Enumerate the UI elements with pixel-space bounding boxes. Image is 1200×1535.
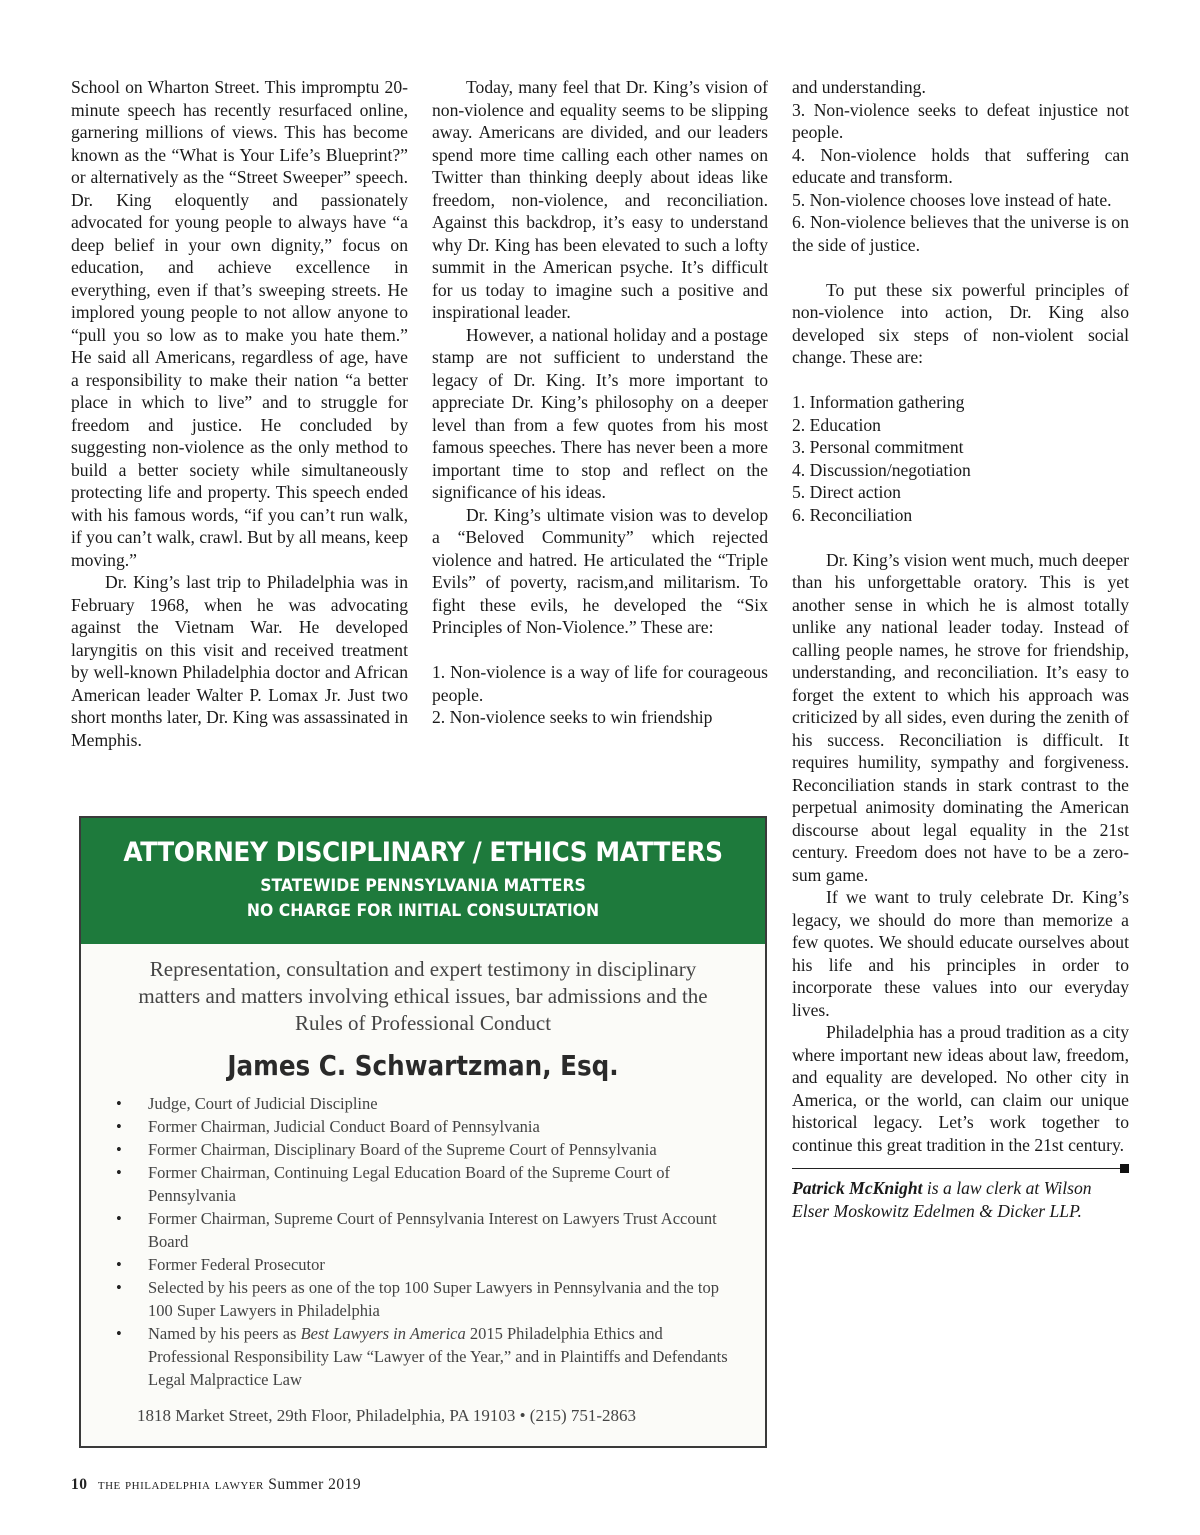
paragraph: Today, many feel that Dr. King’s vision of non-violence and equality seems to be slipping away. Americans are divided, and our leaders spend more time calling each other names on Twitter than thinking deeply about ideas like freedom, non-violence, and reconciliation. Against this backdrop, it’s easy to understand why Dr. King has been elevated to such a lofty summit in the American psyche. It’s difficult for us today to imagine such a positive and inspirational leader.	[432, 77, 768, 322]
issue-label: Summer 2019	[268, 1476, 362, 1493]
paragraph-text: Philadelphia has a proud tradition as a city where important new ideas about law, freedom, and equality are developed. No other city in America, or the world, can claim our unique historical legacy. Let’s work together to continue this great tradition in the 21st century.	[792, 1022, 1129, 1155]
paragraph	[792, 1021, 1129, 1156]
ad-header-band	[81, 818, 765, 944]
ad-subheadline: NO CHARGE FOR INITIAL CONSULTATION	[246, 901, 600, 921]
end-of-article-mark	[1120, 1164, 1129, 1173]
ad-credentials-list	[81, 1092, 765, 1391]
ad-attorney-name: James C. Schwartzman, Esq.	[227, 1049, 619, 1082]
credential-item: • Selected by his peers as one of the top 100 Super Lawyers in Pennsylvania and the top 100 Super Lawyers in Philadelphia	[148, 1276, 735, 1322]
paragraph: Dr. King’s vision went much, much deeper than his unforgettable oratory. This is yet another sense in which he is almost totally unlike any national leader today. Instead of calling people names, he strove for friendship, understanding, and reconciliation. It’s easy to forget the extent to which his approach was criticized by all sides, even during the zenith of his success. Reconciliation is difficult. It requires humility, sympathy and forgiveness. Reconciliation stands in stark contrast to the perpetual animosity dominating the American discourse about legal equality in the 21st century. Freedom does not have to be a zero-sum game.	[792, 549, 1129, 885]
principle-item: and understanding.	[792, 77, 926, 97]
principle-item: 4. Non-violence holds that suffering can educate and transform.	[792, 144, 1129, 187]
paragraph: If we want to truly celebrate Dr. King’s legacy, we should do more than memorize a few quotes. We should educate ourselves about his life and his principles in order to incorporate these values into our everyday lives.	[792, 887, 1129, 1020]
credential-item: • Former Federal Prosecutor	[148, 1253, 735, 1276]
article-column-2	[432, 76, 768, 729]
credential-item: • Former Chairman, Continuing Legal Education Board of the Supreme Court of Pennsylvania	[148, 1161, 735, 1207]
step-item: 4. Discussion/negotiation	[792, 459, 971, 480]
step-item: 6. Reconciliation	[792, 504, 913, 525]
credential-item	[148, 1322, 735, 1391]
principle-item: 2. Non-violence seeks to win friendship	[432, 707, 713, 727]
principle-item: 6. Non-violence believes that the universe is on the side of justice.	[792, 212, 1129, 255]
article-column-3	[792, 76, 1129, 1222]
paragraph: School on Wharton Street. This impromptu 20-minute speech has recently resurfaced online, garnering millions of views. This has become known as the “What is Your Life’s Blueprint?” or alternatively as the “Street Sweeper” speech. Dr. King eloquently and passionately advocated for young people to always have “a deep belief in your own dignity,” focus on education, and achieve excellence in everything, even if that’s sweeping streets. He implored young people to not allow anyone to “pull you so low as to make you hate them.” He said all Americans, regardless of age, have a responsibility to make their nation “a better place in which to live” and to struggle for freedom and justice. He concluded by suggesting non-violence as the only method to build a better society while simultaneously protecting life and property. This speech ended with his famous words, “if you can’t run walk, if you can’t walk, crawl. But by all means, keep moving.”	[71, 77, 408, 570]
step-item: 2. Education	[792, 414, 881, 435]
ad-address-phone: 1818 Market Street, 29th Floor, Philadelphia, PA 19103 • (215) 751-2863	[137, 1406, 637, 1425]
step-item: 5. Direct action	[792, 482, 901, 502]
principle-item: 1. Non-violence is a way of life for courageous people.	[432, 662, 768, 705]
principle-item: 3. Non-violence seeks to defeat injustice not people.	[792, 99, 1129, 142]
credential-item: • Former Chairman, Judicial Conduct Board of Pennsylvania	[148, 1115, 735, 1138]
credential-item: • Former Chairman, Disciplinary Board of the Supreme Court of Pennsylvania	[148, 1138, 735, 1161]
step-item: 3. Personal commitment	[792, 437, 964, 457]
byline-divider	[792, 1168, 1129, 1169]
ad-description: Representation, consultation and expert testimony in disciplinary matters and matters involving ethical issues, bar admissions and the Rules of Professional Conduct	[138, 957, 708, 1035]
paragraph: To put these six powerful principles of non-violence into action, Dr. King also developed six steps of non-violent social change. These are:	[792, 279, 1129, 367]
credential-item: • Former Chairman, Supreme Court of Pennsylvania Interest on Lawyers Trust Account Board	[148, 1207, 735, 1253]
author-description: is a law clerk at Wilson Elser Moskowitz Edelmen & Dicker LLP.	[792, 1178, 1092, 1221]
step-item: 1. Information gathering	[792, 392, 965, 412]
advertisement	[79, 816, 767, 1448]
principle-item: 5. Non-violence chooses love instead of hate.	[792, 189, 1112, 210]
credential-italic-text: Best Lawyers in America	[300, 1324, 466, 1343]
ad-headline: ATTORNEY DISCIPLINARY / ETHICS MATTERS	[123, 837, 723, 868]
paragraph: Dr. King’s ultimate vision was to develop a “Beloved Community” which rejected violence and hatred. He articulated the “Triple Evils” of poverty, racism,and militarism. To fight these evils, he developed the “Six Principles of Non-Violence.” These are:	[432, 504, 768, 637]
credential-text: Named by his peers as	[148, 1324, 301, 1343]
page-footer	[71, 1476, 361, 1494]
page-number: 10	[71, 1476, 88, 1493]
credential-item: • Judge, Court of Judicial Discipline	[148, 1092, 735, 1115]
magazine-title: the philadelphia lawyer	[97, 1477, 264, 1493]
ad-subheadline: STATEWIDE PENNSYLVANIA MATTERS	[260, 876, 586, 896]
article-column-1	[71, 76, 408, 751]
author-name: Patrick McKnight	[792, 1178, 923, 1198]
author-byline	[792, 1177, 1129, 1222]
paragraph: However, a national holiday and a postage stamp are not sufficient to understand the legacy of Dr. King. It’s more important to appreciate Dr. King’s philosophy on a deeper level than from a few quotes from his most famous speeches. There has never been a more important time to stop and reflect on the significance of his ideas.	[432, 324, 768, 502]
paragraph: Dr. King’s last trip to Philadelphia was in February 1968, when he was advocating against the Vietnam War. He developed laryngitis on this visit and received treatment by well-known Philadelphia doctor and African American leader Walter P. Lomax Jr. Just two short months later, Dr. King was assassinated in Memphis.	[71, 572, 408, 750]
credential-text: 2015 Philadelphia Ethics and Professional Responsibility Law “Lawyer of the Year,” and in Plaintiffs and Defendants Legal Malpractice Law	[148, 1324, 728, 1389]
